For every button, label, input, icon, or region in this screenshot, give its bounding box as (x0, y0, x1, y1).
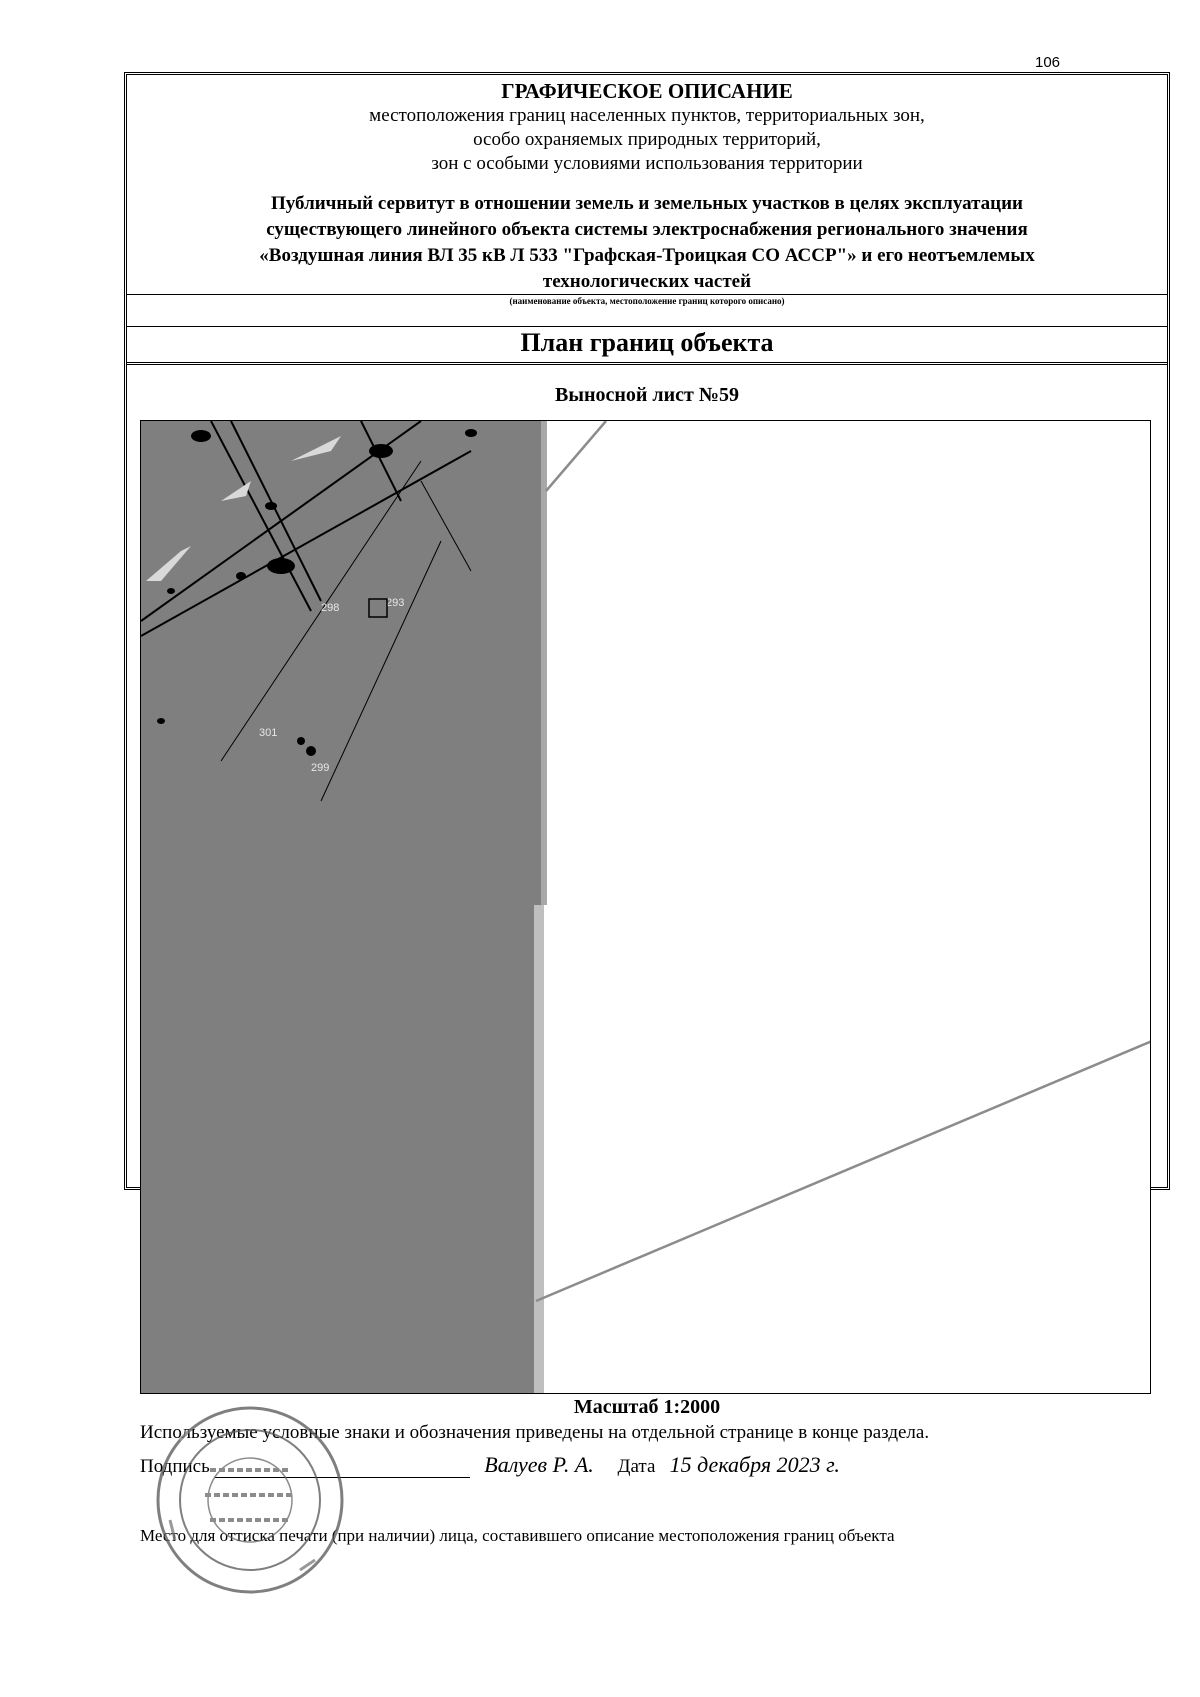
object-line-1: Публичный сервитут в отношении земель и земельных участков в целях эксплуатации (271, 193, 1023, 214)
point-label: 301 (259, 727, 278, 739)
official-stamp (150, 1400, 350, 1600)
object-line-2: существующего линейного объекта системы электроснабжения регионального значения (266, 219, 1028, 240)
object-caption: (наименование объекта, местоположение границ которого описано) (509, 296, 785, 306)
signature-date: 15 декабря 2023 г. (669, 1452, 840, 1477)
signature-label: Подпись (140, 1456, 210, 1477)
object-name (167, 191, 1127, 295)
subtitle-line-1: местоположения границ населенных пунктов, территориальных зон, (369, 105, 925, 126)
signer-name: Валуев Р. А. (484, 1452, 594, 1477)
subtitle-line-2: особо охраняемых природных территорий, (473, 129, 821, 150)
orthophoto (141, 421, 541, 1394)
date-label: Дата (617, 1456, 656, 1477)
header-divider (127, 294, 1167, 295)
boundary-map (140, 420, 1151, 1394)
document-title: ГРАФИЧЕСКОЕ ОПИСАНИЕ (501, 79, 793, 103)
scale-label: Масштаб 1:2000 (573, 1396, 721, 1418)
stamp-note: Место для оттиска печати (при наличии) лица, составившего описание местоположения границ объекта (140, 1526, 895, 1545)
point-label: 293 (386, 597, 405, 609)
header-block (127, 75, 1167, 360)
boundary-line-bottom (536, 1041, 1151, 1301)
object-line-4: технологических частей (542, 271, 752, 292)
object-line-3: «Воздушная линия ВЛ 35 кВ Л 533 "Графская-Троицкая СО АССР"» и его неотъемлемых (259, 245, 1035, 266)
sheet-title: Выносной лист №59 (555, 384, 739, 406)
subtitle-line-3: зон с особыми условиями использования территории (431, 153, 863, 174)
plan-divider (127, 362, 1167, 365)
page-number: 106 (1035, 54, 1061, 71)
legend-note: Используемые условные знаки и обозначения приведены на отдельной странице в конце раздела. (140, 1422, 930, 1443)
plan-title: План границ объекта (520, 328, 774, 357)
ortho-edge (541, 421, 547, 905)
caption-divider (127, 326, 1167, 327)
ortho-edge-strip (534, 905, 544, 1394)
boundary-line-top (546, 421, 606, 491)
map-drawing (141, 421, 1151, 1394)
point-label: 299 (311, 762, 330, 774)
point-label: 298 (321, 602, 340, 614)
